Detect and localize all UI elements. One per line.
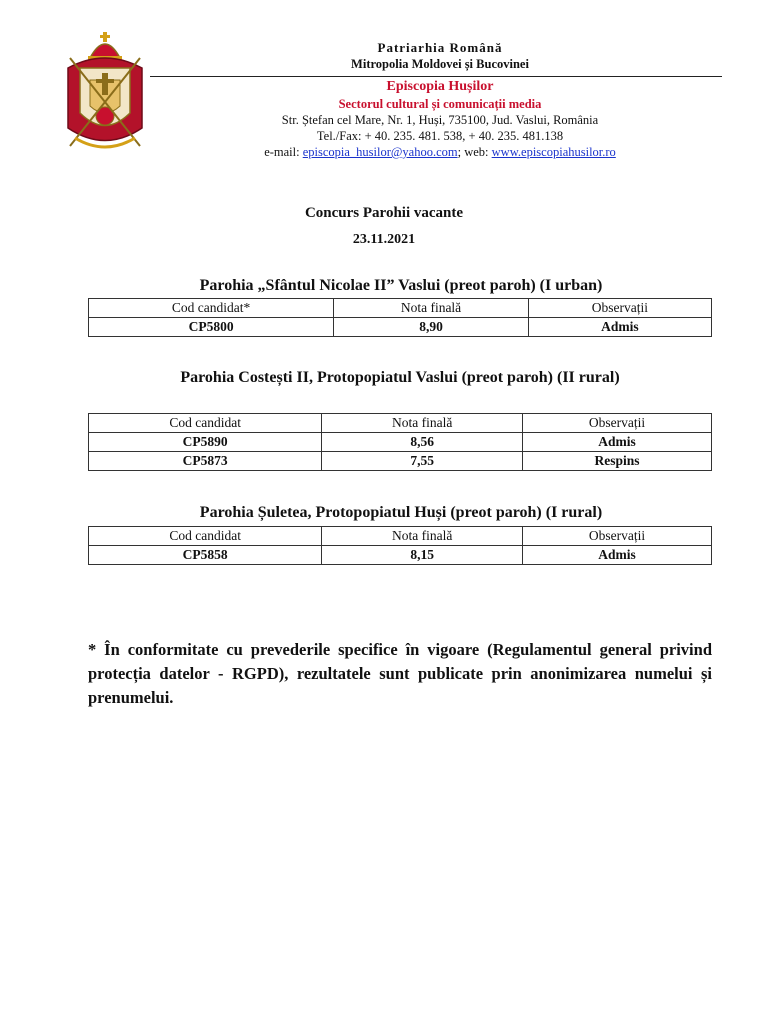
- table-header-row: [89, 414, 712, 433]
- header-cell: Nota finală: [322, 414, 523, 433]
- candidate-code: CP5890: [89, 433, 322, 452]
- department-name: Sectorul cultural și comunicații media: [338, 97, 542, 111]
- table-row: [89, 318, 712, 337]
- document-date: 23.11.2021: [352, 232, 416, 247]
- candidate-code: CP5873: [89, 452, 322, 471]
- header-cell: Observații: [528, 299, 711, 318]
- final-grade: 8,90: [334, 318, 529, 337]
- candidate-code: CP5800: [89, 318, 334, 337]
- postal-address: Str. Ștefan cel Mare, Nr. 1, Huși, 735100, Jud. Vaslui, România: [281, 113, 599, 127]
- header-cell: Cod candidat*: [89, 299, 334, 318]
- phone-fax: Tel./Fax: + 40. 235. 481. 538, + 40. 235. 481.138: [316, 129, 564, 143]
- episcopate-name: Episcopia Hușilor: [386, 79, 494, 94]
- email-label: e-mail:: [264, 145, 303, 159]
- letterhead: [160, 40, 720, 160]
- gdpr-footnote: * În conformitate cu prevederile specifice în vigoare (Regulamentul general privind protecția datelor - RGPD), rezultatele sunt publicate prin anonimizarea numelui și prenumelui.: [88, 640, 712, 707]
- results-table: [88, 413, 712, 471]
- section-title: Parohia „Sfântul Nicolae II” Vaslui (preot paroh) (I urban): [199, 277, 603, 294]
- table-header-row: [89, 527, 712, 546]
- observation: Respins: [523, 452, 712, 471]
- document-title: Concurs Parohii vacante: [304, 205, 464, 221]
- header-cell: Nota finală: [322, 527, 523, 546]
- header-cell: Cod candidat: [89, 527, 322, 546]
- header-cell: Observații: [523, 527, 712, 546]
- observation: Admis: [523, 546, 712, 565]
- episcopate-crest-icon: [60, 28, 150, 158]
- candidate-code: CP5858: [89, 546, 322, 565]
- table-row: [89, 546, 712, 565]
- final-grade: 8,56: [322, 433, 523, 452]
- table-row: [89, 433, 712, 452]
- results-table: [88, 526, 712, 565]
- table-row: [89, 452, 712, 471]
- results-table: [88, 298, 712, 337]
- table-header-row: [89, 299, 712, 318]
- metropolis-name: Mitropolia Moldovei și Bucovinei: [351, 57, 529, 71]
- header-cell: Nota finală: [334, 299, 529, 318]
- observation: Admis: [523, 433, 712, 452]
- email-link[interactable]: episcopia_husilor@yahoo.com: [302, 145, 458, 159]
- web-label: ; web:: [457, 145, 492, 159]
- patriarchate-name: Patriarhia Română: [377, 40, 503, 55]
- header-cell: Cod candidat: [89, 414, 322, 433]
- website-link[interactable]: www.episcopiahusilor.ro: [491, 145, 616, 159]
- section-title: Parohia Costești II, Protopopiatul Vaslui (preot paroh) (II rural): [180, 369, 620, 386]
- section-title: Parohia Șuletea, Protopopiatul Huși (preot paroh) (I rural): [199, 504, 603, 521]
- contact-line: [160, 144, 720, 160]
- final-grade: 7,55: [322, 452, 523, 471]
- final-grade: 8,15: [322, 546, 523, 565]
- header-cell: Observații: [523, 414, 712, 433]
- observation: Admis: [528, 318, 711, 337]
